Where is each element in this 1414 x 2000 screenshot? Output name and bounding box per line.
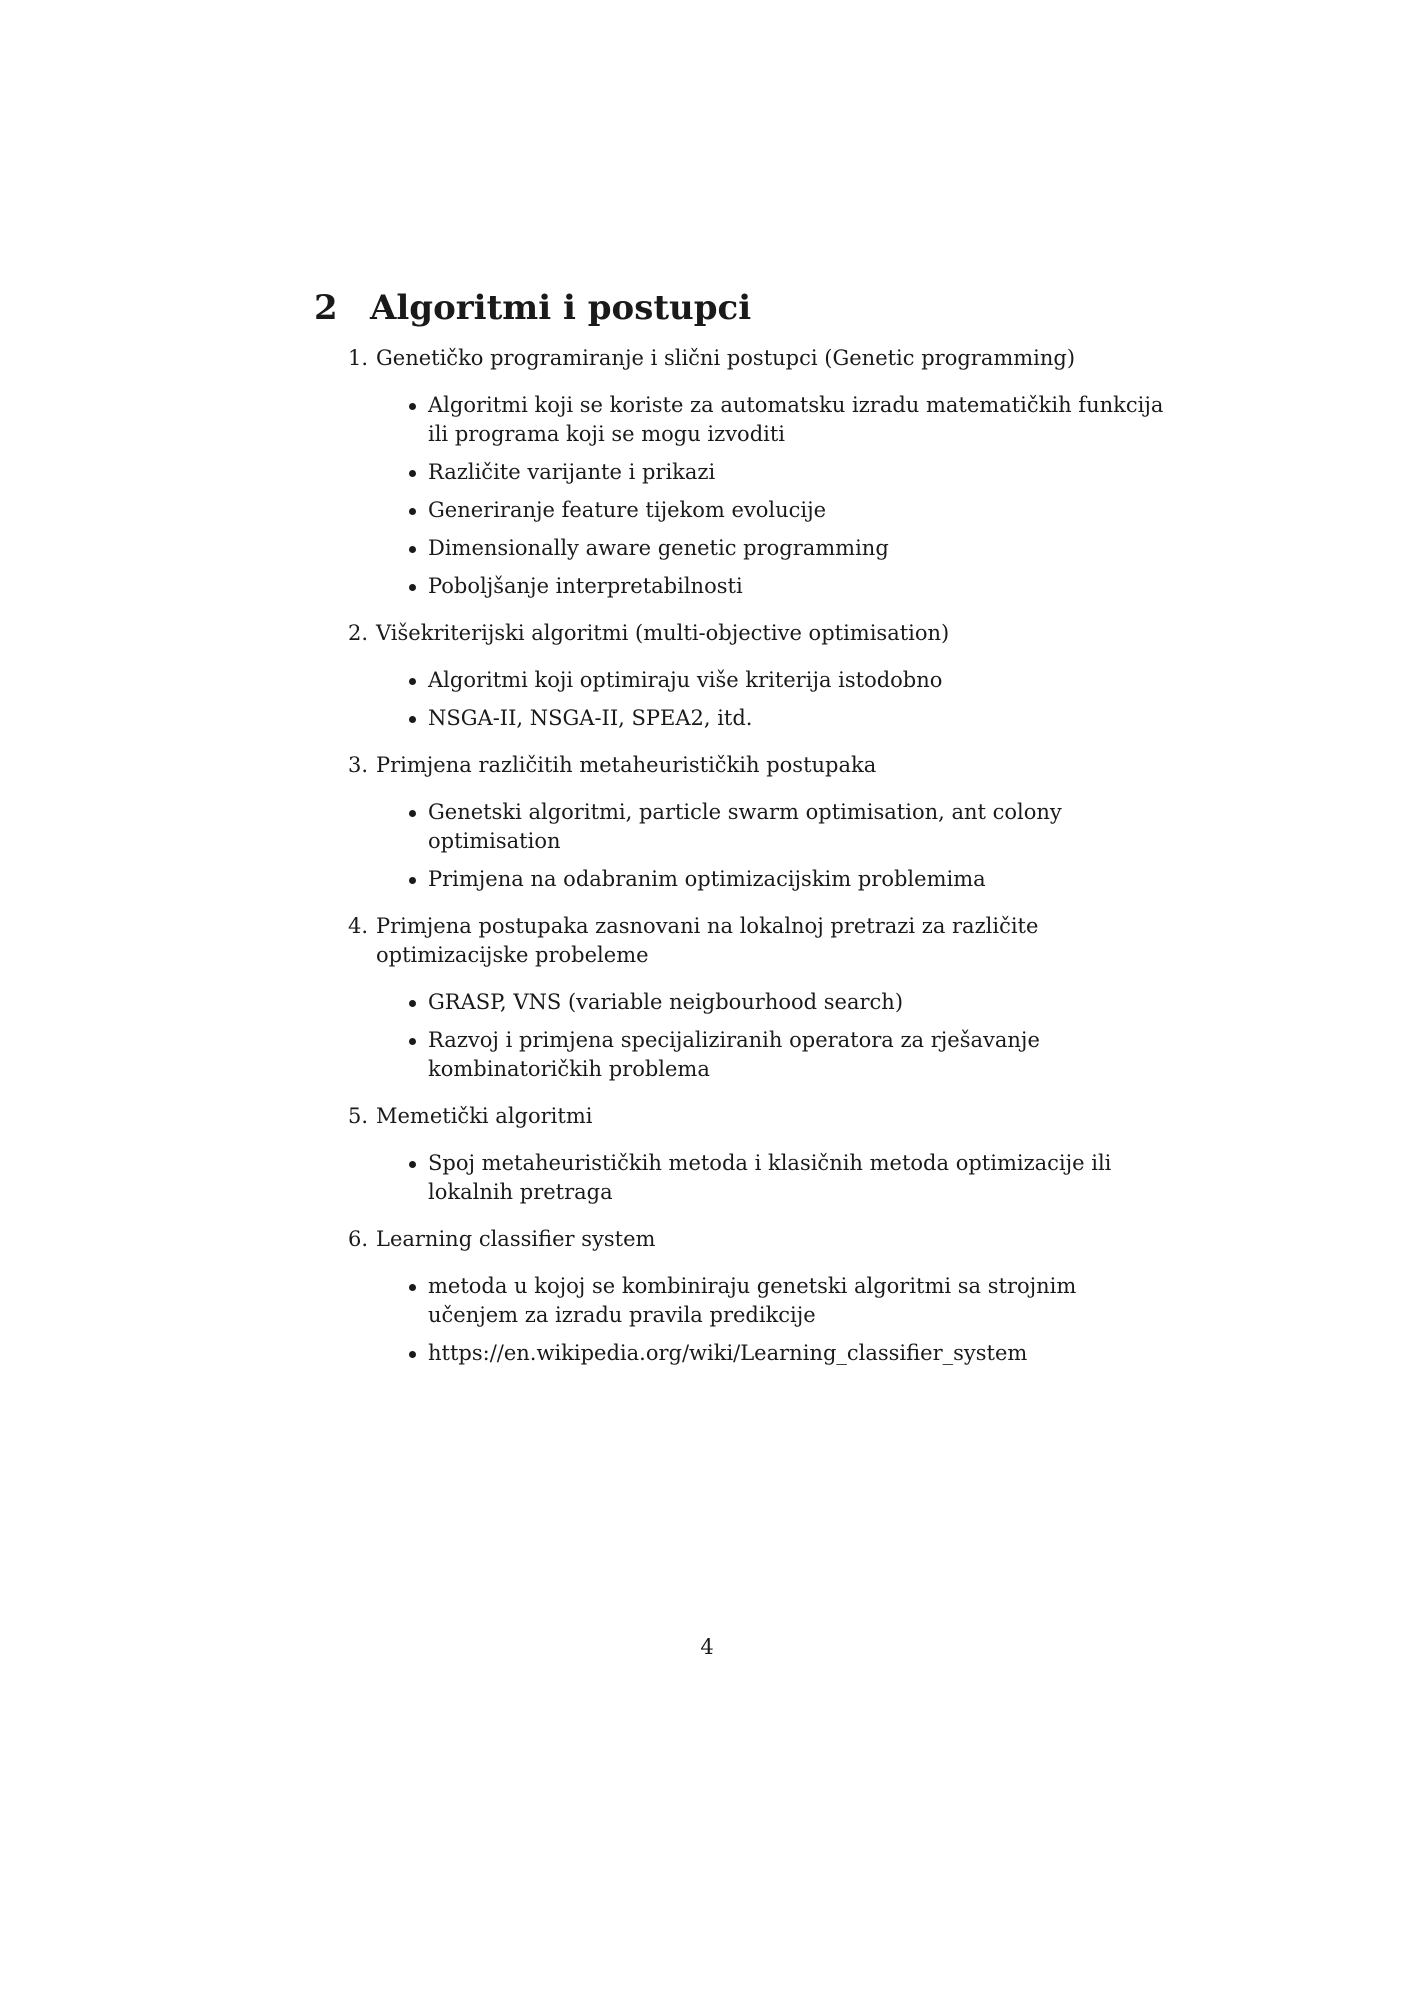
bullet-item xyxy=(376,988,1164,1017)
bullet-text: metoda u kojoj se kombiniraju genetski algoritmi sa strojnim učenjem za izradu pravila predikcije xyxy=(428,1274,1077,1327)
bullet-text: Generiranje feature tijekom evolucije xyxy=(428,498,827,522)
bullet-icon xyxy=(409,1161,416,1168)
bullet-icon xyxy=(409,1351,416,1358)
bullet-icon xyxy=(409,716,416,723)
bullet-icon xyxy=(409,1038,416,1045)
bullet-icon xyxy=(409,1000,416,1007)
list-item xyxy=(344,751,1164,894)
bullet-item xyxy=(376,391,1164,449)
section-heading xyxy=(314,284,751,332)
bullet-text: Različite varijante i prikazi xyxy=(428,460,716,484)
bullet-item xyxy=(376,865,1164,894)
list-item-text: Primjena različitih metaheurističkih postupaka xyxy=(376,753,877,777)
bullet-text: https://en.wikipedia.org/wiki/Learning_classifier_system xyxy=(428,1341,1028,1365)
bullet-icon xyxy=(409,678,416,685)
bullet-item xyxy=(376,704,1164,733)
bullet-list xyxy=(376,988,1164,1084)
bullet-item xyxy=(376,666,1164,695)
list-item-text: Genetičko programiranje i slični postupci (Genetic programming) xyxy=(376,346,1076,370)
bullet-text: Primjena na odabranim optimizacijskim problemima xyxy=(428,867,986,891)
list-item-number: 4. xyxy=(347,914,368,938)
bullet-text: Razvoj i primjena specijaliziranih operatora za rješavanje kombinatoričkih problema xyxy=(428,1028,1040,1081)
list-item-text: Primjena postupaka zasnovani na lokalnoj pretrazi za različite optimizacijske probeleme xyxy=(376,914,1039,967)
bullet-icon xyxy=(409,508,416,515)
bullet-icon xyxy=(409,403,416,410)
section-number: 2 xyxy=(314,288,338,328)
list-item-number: 5. xyxy=(347,1104,368,1128)
list-item-text: Višekriterijski algoritmi (multi-objective optimisation) xyxy=(376,621,950,645)
list-item-number: 3. xyxy=(347,753,368,777)
bullet-text: Dimensionally aware genetic programming xyxy=(428,536,889,560)
bullet-item xyxy=(376,1026,1164,1084)
enumerated-list xyxy=(344,344,1164,1368)
list-item xyxy=(344,912,1164,1084)
list-item-number: 1. xyxy=(347,346,368,370)
bullet-list xyxy=(376,391,1164,601)
bullet-icon xyxy=(409,810,416,817)
section-content xyxy=(344,344,1164,1386)
bullet-list xyxy=(376,1149,1164,1207)
list-item-number: 6. xyxy=(347,1227,368,1251)
section-title: Algoritmi i postupci xyxy=(370,288,752,328)
bullet-icon xyxy=(409,470,416,477)
bullet-item xyxy=(376,534,1164,563)
list-item xyxy=(344,1102,1164,1207)
bullet-item xyxy=(376,1149,1164,1207)
bullet-item xyxy=(376,458,1164,487)
bullet-list xyxy=(376,1272,1164,1368)
bullet-text: Algoritmi koji se koriste za automatsku izradu matematičkih funkcija ili programa koji se mogu izvoditi xyxy=(428,393,1164,446)
bullet-icon xyxy=(409,546,416,553)
bullet-item xyxy=(376,572,1164,601)
bullet-item xyxy=(376,798,1164,856)
list-item xyxy=(344,344,1164,601)
bullet-icon xyxy=(409,1284,416,1291)
bullet-item xyxy=(376,1272,1164,1330)
bullet-text: GRASP, VNS (variable neigbourhood search) xyxy=(428,990,904,1014)
bullet-item xyxy=(376,1339,1164,1368)
bullet-text: Algoritmi koji optimiraju više kriterija istodobno xyxy=(428,668,943,692)
list-item-text: Learning classifier system xyxy=(376,1227,656,1251)
list-item-text: Memetički algoritmi xyxy=(376,1104,593,1128)
bullet-text: Genetski algoritmi, particle swarm optimisation, ant colony optimisation xyxy=(428,800,1062,853)
bullet-list xyxy=(376,798,1164,894)
list-item xyxy=(344,1225,1164,1368)
bullet-icon xyxy=(409,877,416,884)
page-number: 4 xyxy=(700,1635,714,1659)
bullet-icon xyxy=(409,584,416,591)
list-item-number: 2. xyxy=(347,621,368,645)
bullet-list xyxy=(376,666,1164,733)
bullet-text: Spoj metaheurističkih metoda i klasičnih metoda optimizacije ili lokalnih pretraga xyxy=(428,1151,1112,1204)
list-item xyxy=(344,619,1164,733)
bullet-item xyxy=(376,496,1164,525)
bullet-text: NSGA-II, NSGA-II, SPEA2, itd. xyxy=(428,706,753,730)
bullet-text: Poboljšanje interpretabilnosti xyxy=(428,574,743,598)
